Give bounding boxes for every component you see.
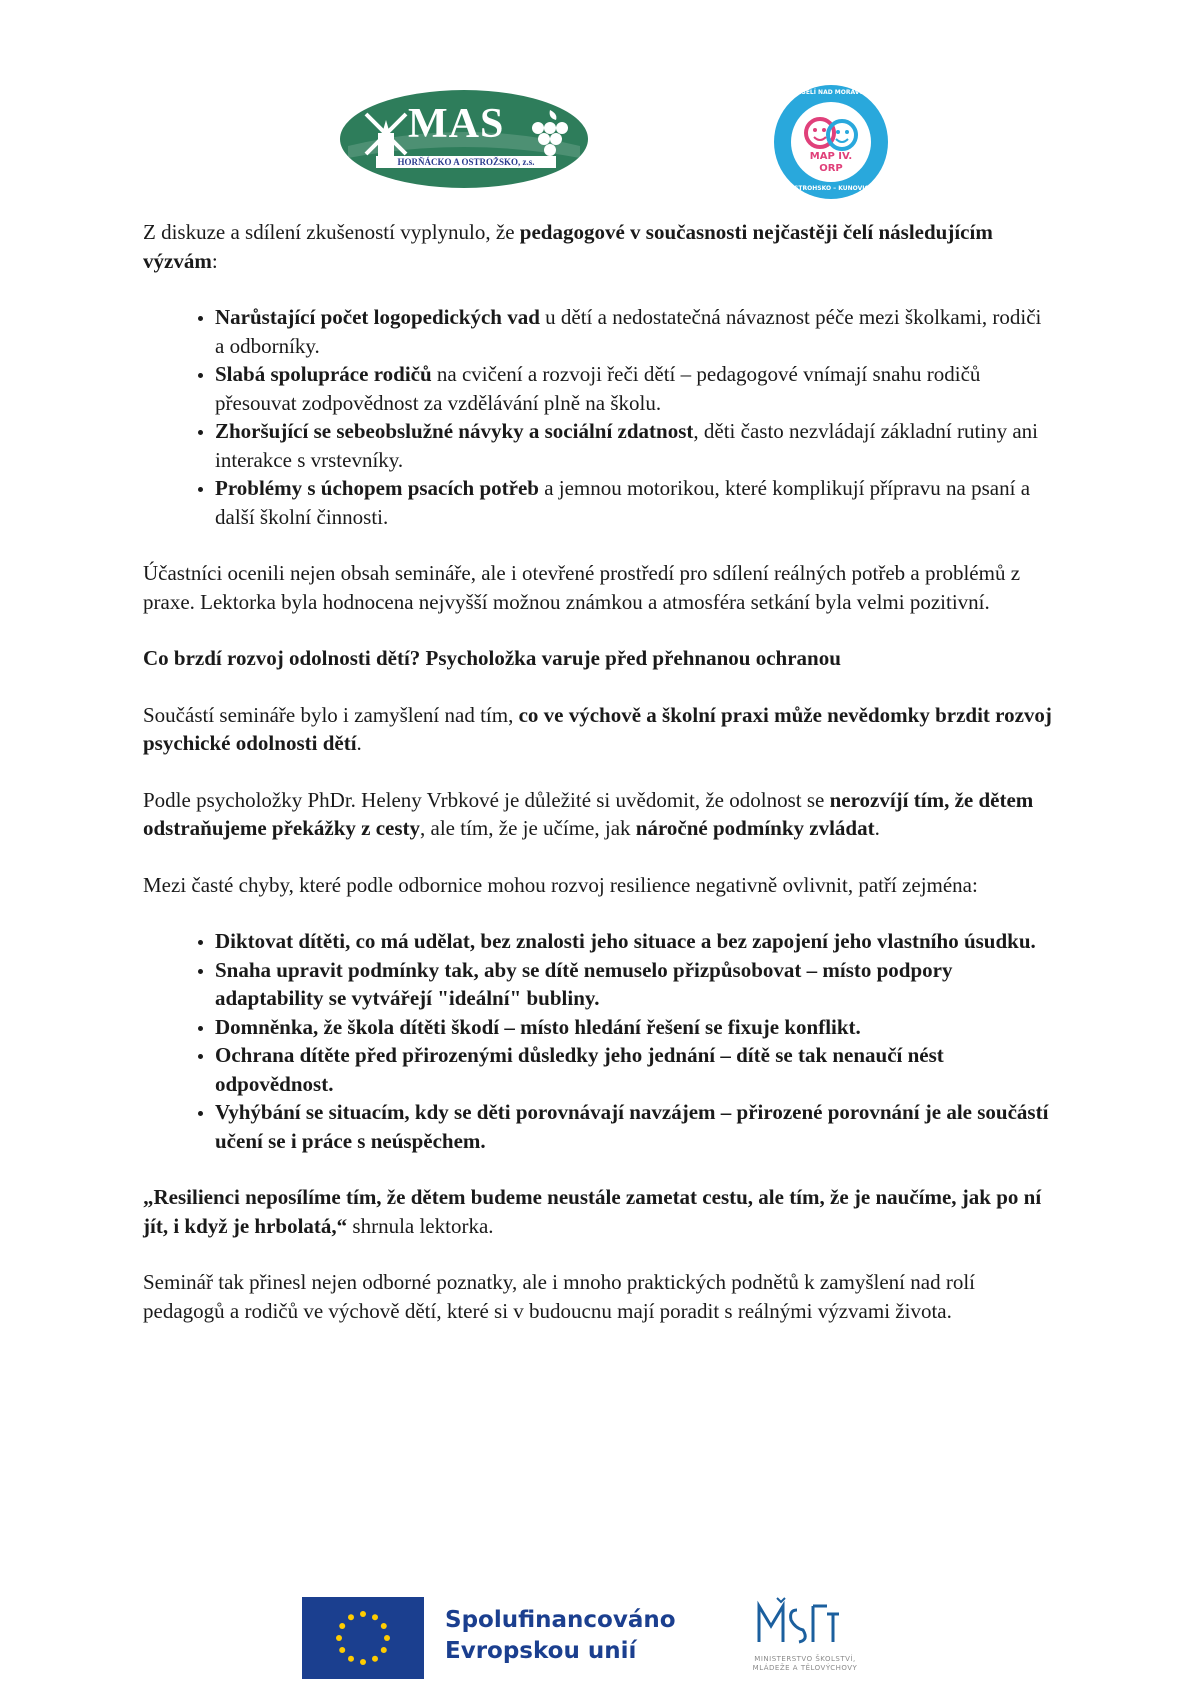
msmt-logo [715, 1592, 895, 1659]
msmt-caption: MINISTERSTVO ŠKOLSTVÍ, MLÁDEŽE A TĚLOVÝCHOVY [752, 1655, 858, 1672]
eu-star-icon [339, 1623, 345, 1629]
mas-logo [338, 88, 590, 195]
document-body [143, 218, 1053, 1353]
intro-paragraph: Z diskuze a sdílení zkušeností vyplynulo, že pedagogové v současnosti nejčastěji čelí následujícím výzvám: [143, 220, 993, 273]
eu-star-icon [339, 1647, 345, 1653]
mas-logo-title: MAS [408, 101, 505, 147]
eu-flag [302, 1597, 424, 1684]
seminar-part-paragraph: Součástí semináře bylo i zamyšlení nad tím, co ve výchově a školní praxi může nevědomky brzdit rozvoj psychické odolnosti dětí. [143, 702, 1052, 755]
eu-star-icon [348, 1656, 354, 1662]
list-item: • Zhoršující se sebeobslužné návyky a sociální zdatnost, děti často nezvládají základní rutiny ani interakce s vrstevníky. [215, 417, 1053, 474]
eu-star-icon [381, 1647, 387, 1653]
eu-cofunded-text [445, 1605, 676, 1667]
quote-paragraph: „Resilienci neposílíme tím, že dětem budeme neustále zametat cestu, ale tím, že je naučíme, jak po ní jít, i když je hrbolatá,“ shrnula lektorka. [143, 1185, 1042, 1238]
list-item: • Narůstající počet logopedických vad u dětí a nedostatečná návaznost péče mezi školkami, rodiči a odborníky. [215, 303, 1053, 360]
section-heading: Co brzdí rozvoj odolnosti dětí? Psycholožka varuje před přehnanou ochranou [143, 646, 841, 670]
map-logo-main: MAP IV. [809, 151, 853, 162]
challenges-list [143, 303, 1053, 531]
appreciation-paragraph: Účastníci ocenili nejen obsah semináře, ale i otevřené prostředí pro sdílení reálných potřeb a problémů z praxe. Lektorka byla hodnocena nejvyšší možnou známkou a atmosféra setkání byla velmi pozitivní. [143, 561, 1021, 614]
psychologist-paragraph: Podle psycholožky PhDr. Heleny Vrbkové je důležité si uvědomit, že odolnost se nerozvíjí tím, že dětem odstraňujeme překážky z cesty, ale tím, že je učíme, jak náročné podmínky zvládat. [143, 787, 1034, 840]
list-item: • Diktovat dítěti, co má udělat, bez znalosti jeho situace a bez zapojení jeho vlastního úsudku. [215, 927, 1053, 956]
errors-list [143, 927, 1053, 1155]
eu-star-icon [372, 1656, 378, 1662]
list-item: • Domněnka, že škola dítěti škodí – místo hledání řešení se fixuje konflikt. [215, 1013, 1053, 1042]
list-item: • Ochrana dítěte před přirozenými důsledky jeho jednání – dítě se tak nenaučí nést odpovědnost. [215, 1041, 1053, 1098]
map-logo [772, 83, 890, 206]
eu-line-1: Spolufinancováno [445, 1607, 676, 1633]
eu-star-icon [348, 1614, 354, 1620]
errors-intro-paragraph: Mezi časté chyby, které podle odbornice mohou rozvoj resilience negativně ovlivnit, patří zejména: [143, 872, 978, 897]
eu-star-icon [360, 1659, 366, 1665]
list-item: • Vyhýbání se situacím, kdy se děti porovnávají navzájem – přirozené porovnání je ale součástí učení se i práce s neúspěchem. [215, 1098, 1053, 1155]
list-item: • Problémy s úchopem psacích potřeb a jemnou motorikou, které komplikují přípravu na psaní a další školní činnosti. [215, 474, 1053, 531]
list-item: • Snaha upravit podmínky tak, aby se dítě nemuselo přizpůsobovat – místo podpory adaptability se vytvářejí "ideální" bubliny. [215, 956, 1053, 1013]
eu-star-icon [372, 1614, 378, 1620]
eu-line-2: Evropskou unií [445, 1638, 637, 1664]
map-logo-orp: ORP [819, 163, 843, 174]
eu-star-icon [336, 1635, 342, 1641]
eu-star-icon [381, 1623, 387, 1629]
map-logo-top: VESELÍ NAD MORAVOU [792, 89, 870, 96]
mas-logo-subtitle: HORŇÁCKO A OSTROŽSKO, z.s. [376, 156, 556, 168]
map-logo-bottom: OSTROHSKO – KUNOVICE [789, 185, 873, 192]
eu-star-icon [360, 1611, 366, 1617]
final-paragraph: Seminář tak přinesl nejen odborné poznatky, ale i mnoho praktických podnětů k zamyšlení nad rolí pedagogů a rodičů ve výchově dětí, které si v budoucnu mají poradit s reálnými výzvami života. [143, 1270, 975, 1323]
list-item: • Slabá spolupráce rodičů na cvičení a rozvoji řeči dětí – pedagogové vnímají snahu rodičů přesouvat zodpovědnost za vzdělávání plně na školu. [215, 360, 1053, 417]
eu-star-icon [384, 1635, 390, 1641]
